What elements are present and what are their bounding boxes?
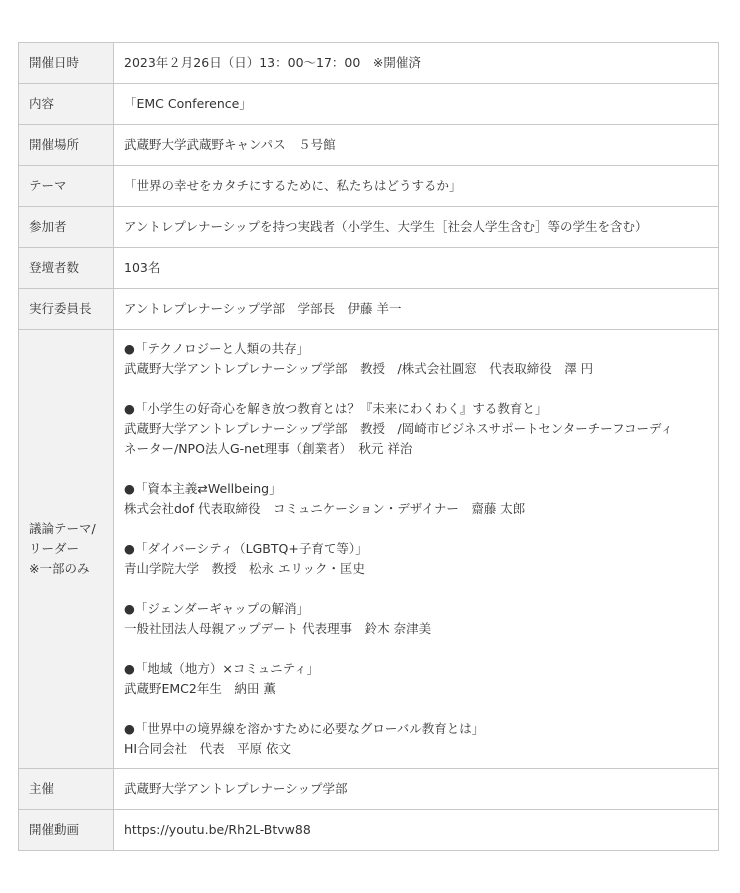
label-line: ※一部のみ: [29, 561, 90, 576]
topic-title: ●「地域（地方）×コミュニティ」: [124, 661, 320, 676]
row-label: 開催動画: [19, 810, 114, 851]
discussion-topic: [124, 339, 708, 379]
topic-title: ●「世界中の境界線を溶かすために必要なグローバル教育とは」: [124, 721, 485, 736]
discussion-topic: [124, 599, 708, 639]
topic-title: ●「ジェンダーギャップの解消」: [124, 601, 310, 616]
topic-title: ●「テクノロジーと人類の共存」: [124, 341, 310, 356]
row-value: 武蔵野大学アントレプレナーシップ学部: [114, 769, 719, 810]
row-committee-chair: [19, 289, 719, 330]
row-content: [19, 84, 719, 125]
topic-speaker: 青山学院大学 教授 松永 エリック・匡史: [124, 561, 365, 576]
row-value: アントレプレナーシップ学部 学部長 伊藤 羊一: [114, 289, 719, 330]
row-value: 103名: [114, 248, 719, 289]
event-info-table: [18, 42, 719, 851]
row-label: 開催日時: [19, 43, 114, 84]
row-value: 武蔵野大学武蔵野キャンパス ５号館: [114, 125, 719, 166]
row-label: 開催場所: [19, 125, 114, 166]
event-video-url: https://youtu.be/Rh2L-Btvw88: [114, 810, 719, 851]
row-label: 実行委員長: [19, 289, 114, 330]
label-line: 議論テーマ/: [29, 521, 96, 536]
row-label: 参加者: [19, 207, 114, 248]
row-label-discussion: [19, 330, 114, 769]
topic-title: ●「資本主義⇄Wellbeing」: [124, 481, 282, 496]
topic-speaker: 一般社団法人母親アップデート 代表理事 鈴木 奈津美: [124, 621, 432, 636]
row-value: 「世界の幸せをカタチにするために、私たちはどうするか」: [114, 166, 719, 207]
discussion-topic: [124, 719, 708, 759]
topic-speaker: HI合同会社 代表 平原 依文: [124, 741, 292, 756]
topic-speaker: 株式会社dof 代表取締役 コミュニケーション・デザイナー 齋藤 太郎: [124, 501, 526, 516]
row-discussion-themes: [19, 330, 719, 769]
row-value: アントレプレナーシップを持つ実践者（小学生、大学生［社会人学生含む］等の学生を含む）: [114, 207, 719, 248]
row-theme: [19, 166, 719, 207]
row-label: 登壇者数: [19, 248, 114, 289]
topic-speaker: 武蔵野EMC2年生 納田 薫: [124, 681, 276, 696]
row-participants: [19, 207, 719, 248]
row-speaker-count: [19, 248, 719, 289]
topic-title: ●「ダイバーシティ（LGBTQ+子育て等）」: [124, 541, 368, 556]
row-value: 2023年２月26日（日）13：00〜17：00 ※開催済: [114, 43, 719, 84]
row-event-video: [19, 810, 719, 851]
topic-speaker: 武蔵野大学アントレプレナーシップ学部 教授 /株式会社圓窓 代表取締役 澤 円: [124, 361, 594, 376]
event-info-container: [18, 42, 718, 851]
discussion-topic: [124, 659, 708, 699]
label-line: リーダー: [29, 541, 80, 556]
topic-speaker: 武蔵野大学アントレプレナーシップ学部 教授 /岡崎市ビジネスサポートセンターチーフコーディ: [124, 421, 673, 436]
row-label: 内容: [19, 84, 114, 125]
discussion-topic-list: [114, 330, 719, 769]
discussion-topic: [124, 479, 708, 519]
discussion-topic: [124, 399, 708, 459]
row-value: 「EMC Conference」: [114, 84, 719, 125]
row-label: テーマ: [19, 166, 114, 207]
row-date: [19, 43, 719, 84]
row-organizer: [19, 769, 719, 810]
row-venue: [19, 125, 719, 166]
topic-title: ●「小学生の好奇心を解き放つ教育とは？『未来にわくわく』する教育と」: [124, 401, 548, 416]
discussion-topic: [124, 539, 708, 579]
row-label: 主催: [19, 769, 114, 810]
topic-speaker: ネーター/NPO法人G-net理事（創業者） 秋元 祥治: [124, 441, 413, 456]
